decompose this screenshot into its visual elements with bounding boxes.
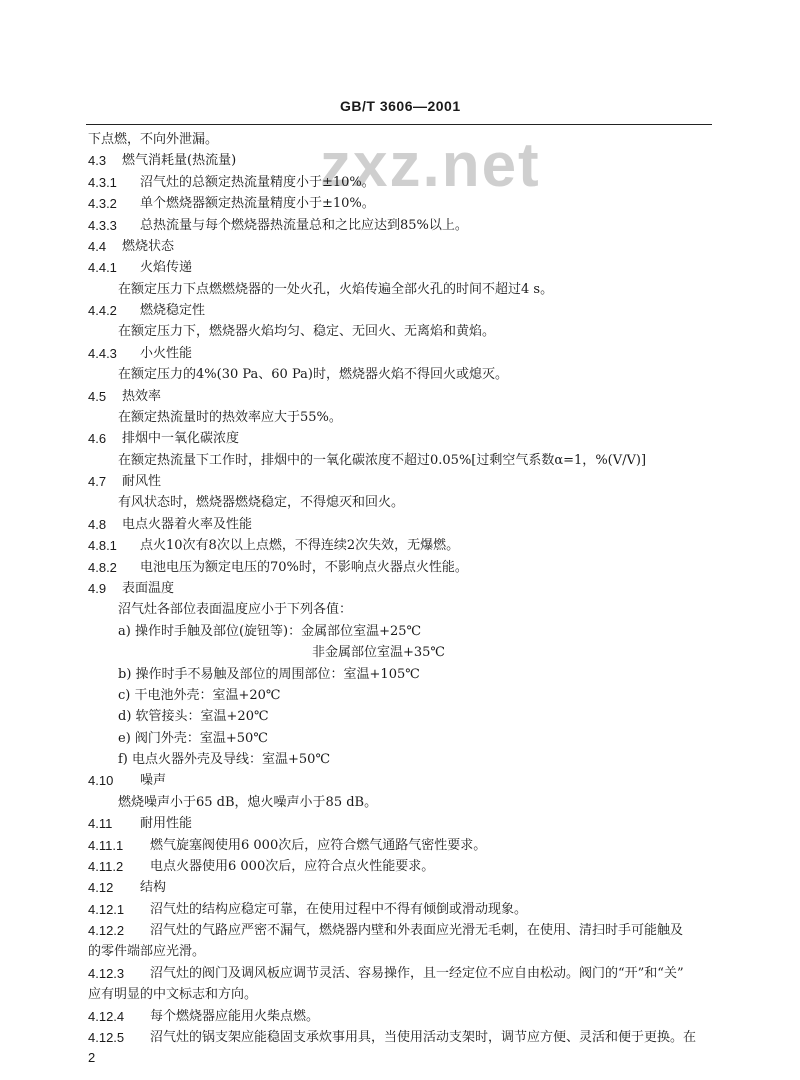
clause-number: 4.12.2 [88,923,125,938]
clause-text: 应有明显的中文标志和方向。 [88,987,258,1002]
clause-text: c) 干电池外壳：室温+20℃ [118,688,281,703]
clause-text: 耐风性 [122,474,162,489]
clause-number: 4.12.3 [88,966,125,981]
clause-text: 燃气旋塞阀使用6 000次后，应符合燃气通路气密性要求。 [150,838,487,853]
clause-number: 4.8.2 [88,560,117,575]
clause-text: 排烟中一氧化碳浓度 [122,431,240,446]
clause-text: 点火10次有8次以上点燃，不得连续2次失效，无爆燃。 [140,538,460,553]
clause-text: 非金属部位室温+35℃ [312,645,445,660]
clause-number: 4.12 [88,880,114,895]
clause-text: 表面温度 [122,581,175,596]
clause-text: 燃气消耗量(热流量) [122,153,237,168]
clause-text: 下点燃，不向外泄漏。 [88,132,219,147]
clause-text: 沼气灶的锅支架应能稳固支承炊事用具，当使用活动支架时，调节应方便、灵活和便于更换。在 [150,1030,697,1045]
clause-number: 4.3.1 [88,175,117,190]
clause-text: 沼气灶的气路应严密不漏气，燃烧器内壁和外表面应光滑无毛刺，在使用、清扫时手可能触及 [150,923,684,938]
clause-number: 4.4 [88,239,107,254]
clause-number: 4.3 [88,153,107,168]
clause-text: 在额定热流量时的热效率应大于55%。 [118,410,342,425]
clause-text: 的零件端部应光滑。 [88,944,206,959]
clause-text: 电点火器使用6 000次后，应符合点火性能要求。 [150,859,435,874]
clause-number: 4.10 [88,773,114,788]
clause-number: 4.5 [88,389,107,404]
clause-number: 4.11.1 [88,838,124,853]
clause-text: 燃烧状态 [122,239,175,254]
clause-text: f) 电点火器外壳及导线：室温+50℃ [118,752,330,767]
clause-text: 总热流量与每个燃烧器热流量总和之比应达到85%以上。 [140,218,468,233]
clause-number: 4.3.2 [88,196,117,211]
clause-text: 小火性能 [140,346,193,361]
page-number: 2 [88,1050,96,1065]
clause-text: 在额定压力下点燃燃烧器的一处火孔，火焰传遍全部火孔的时间不超过4 s。 [118,282,554,297]
clause-number: 4.6 [88,431,107,446]
clause-text: 耐用性能 [140,816,193,831]
clause-number: 4.8 [88,517,107,532]
clause-text: 每个燃烧器应能用火柴点燃。 [150,1009,320,1024]
clause-text: 单个燃烧器额定热流量精度小于±10%。 [140,196,375,211]
clause-text: 在额定压力下，燃烧器火焰均匀、稳定、无回火、无离焰和黄焰。 [118,324,496,339]
clause-number: 4.4.1 [88,260,117,275]
watermark: zxz.net [320,131,541,200]
clause-number: 4.11 [88,816,113,831]
clause-text: 沼气灶的阀门及调风板应调节灵活、容易操作，且一经定位不应自由松动。阀门的“开”和“关” [150,966,684,981]
clause-number: 4.7 [88,474,107,489]
standard-code-header: GB/T 3606—2001 [340,98,461,114]
clause-text: b) 操作时手不易触及部位的周围部位：室温+105℃ [118,667,420,682]
clause-number: 4.12.4 [88,1009,125,1024]
clause-text: 电点火器着火率及性能 [122,517,253,532]
clause-text: 在额定压力的4%(30 Pa、60 Pa)时，燃烧器火焰不得回火或熄灭。 [118,367,508,382]
clause-number: 4.8.1 [88,538,117,553]
clause-text: e) 阀门外壳：室温+50℃ [118,731,268,746]
clause-number: 4.9 [88,581,107,596]
clause-text: d) 软管接头：室温+20℃ [118,709,269,724]
clause-number: 4.11.2 [88,859,124,874]
clause-number: 4.3.3 [88,218,117,233]
clause-number: 4.12.5 [88,1030,125,1045]
clause-number: 4.4.3 [88,346,117,361]
clause-number: 4.12.1 [88,902,125,917]
clause-text: 有风状态时，燃烧器燃烧稳定，不得熄灭和回火。 [118,495,405,510]
clause-text: 燃烧稳定性 [140,303,206,318]
clause-text: 噪声 [140,773,167,788]
clause-text: 沼气灶各部位表面温度应小于下列各值： [118,602,353,617]
header-rule [86,124,712,125]
clause-text: 燃烧噪声小于65 dB，熄火噪声小于85 dB。 [118,795,378,810]
clause-text: 火焰传递 [140,260,193,275]
clause-text: 在额定热流量下工作时，排烟中的一氧化碳浓度不超过0.05%[过剩空气系数α=1，%(V/V)] [118,453,647,468]
clause-text: 热效率 [122,389,162,404]
clause-text: a) 操作时手触及部位(旋钮等)：金属部位室温+25℃ [118,624,422,639]
clause-text: 沼气灶的结构应稳定可靠，在使用过程中不得有倾倒或滑动现象。 [150,902,528,917]
clause-number: 4.4.2 [88,303,117,318]
clause-text: 电池电压为额定电压的70%时，不影响点火器点火性能。 [140,560,468,575]
clause-text: 沼气灶的总额定热流量精度小于±10%。 [140,175,375,190]
clause-text: 结构 [140,880,167,895]
